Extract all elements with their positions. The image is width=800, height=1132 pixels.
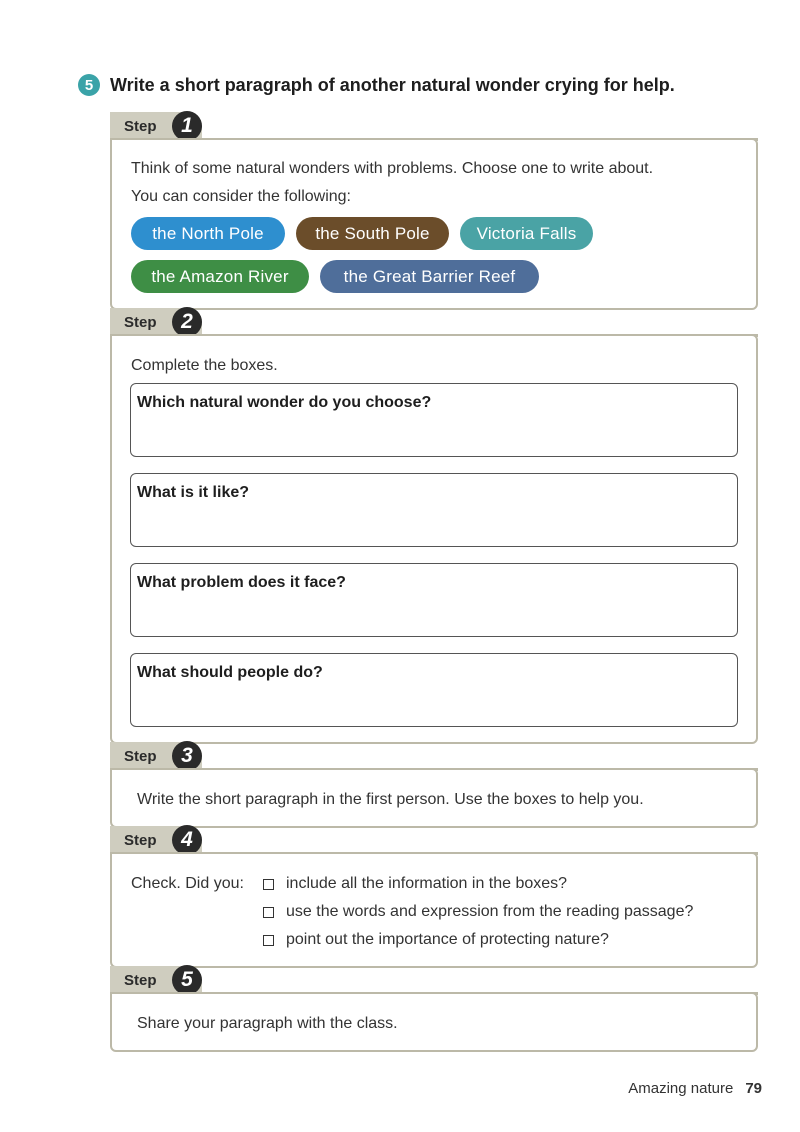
option-chip-great-barrier-reef: the Great Barrier Reef	[320, 260, 539, 293]
check-item-3: point out the importance of protecting nature?	[286, 931, 609, 948]
step-2-tab	[110, 308, 202, 336]
step-1-line-2: You can consider the following:	[131, 188, 351, 205]
step-2-number: 2	[172, 307, 202, 337]
step-5-number: 5	[172, 965, 202, 995]
checkbox-item-2[interactable]	[263, 907, 274, 918]
question-label: What is it like?	[137, 484, 250, 501]
option-chip-north-pole: the North Pole	[131, 217, 285, 250]
step-1-tab	[110, 112, 202, 140]
step-label: Step	[124, 314, 157, 331]
option-chip-south-pole: the South Pole	[296, 217, 449, 250]
task-number-badge: 5	[78, 74, 100, 96]
step-3-tab	[110, 742, 202, 770]
step-label: Step	[124, 748, 157, 765]
question-label: What should people do?	[137, 664, 323, 681]
step-2-intro: Complete the boxes.	[131, 357, 278, 374]
check-item-1: include all the information in the boxes?	[286, 875, 568, 892]
question-box-choice[interactable]	[130, 383, 738, 457]
step-label: Step	[124, 832, 157, 849]
step-4-number: 4	[172, 825, 202, 855]
check-item-2: use the words and expression from the reading passage?	[286, 903, 694, 920]
section-name: Amazing nature	[628, 1080, 734, 1097]
page-footer	[628, 1080, 762, 1097]
step-5-text: Share your paragraph with the class.	[137, 1015, 398, 1032]
step-label: Step	[124, 118, 157, 135]
question-box-action[interactable]	[130, 653, 738, 727]
task-title: Write a short paragraph of another natural wonder crying for help.	[110, 74, 675, 95]
task-header	[78, 74, 675, 96]
step-1-number: 1	[172, 111, 202, 141]
page-number: 79	[745, 1080, 762, 1097]
option-chip-amazon-river: the Amazon River	[131, 260, 309, 293]
option-chip-victoria-falls: Victoria Falls	[460, 217, 593, 250]
step-5-tab	[110, 966, 202, 994]
step-3-text: Write the short paragraph in the first person. Use the boxes to help you.	[137, 791, 644, 808]
question-box-problem[interactable]	[130, 563, 738, 637]
question-label: What problem does it face?	[137, 574, 346, 591]
question-label: Which natural wonder do you choose?	[137, 394, 432, 411]
step-4-lead: Check. Did you:	[131, 875, 244, 892]
step-1-line-1: Think of some natural wonders with problems. Choose one to write about.	[131, 160, 654, 177]
step-4-tab	[110, 826, 202, 854]
question-box-description[interactable]	[130, 473, 738, 547]
checkbox-item-1[interactable]	[263, 879, 274, 890]
step-label: Step	[124, 972, 157, 989]
checkbox-item-3[interactable]	[263, 935, 274, 946]
step-3-number: 3	[172, 741, 202, 771]
